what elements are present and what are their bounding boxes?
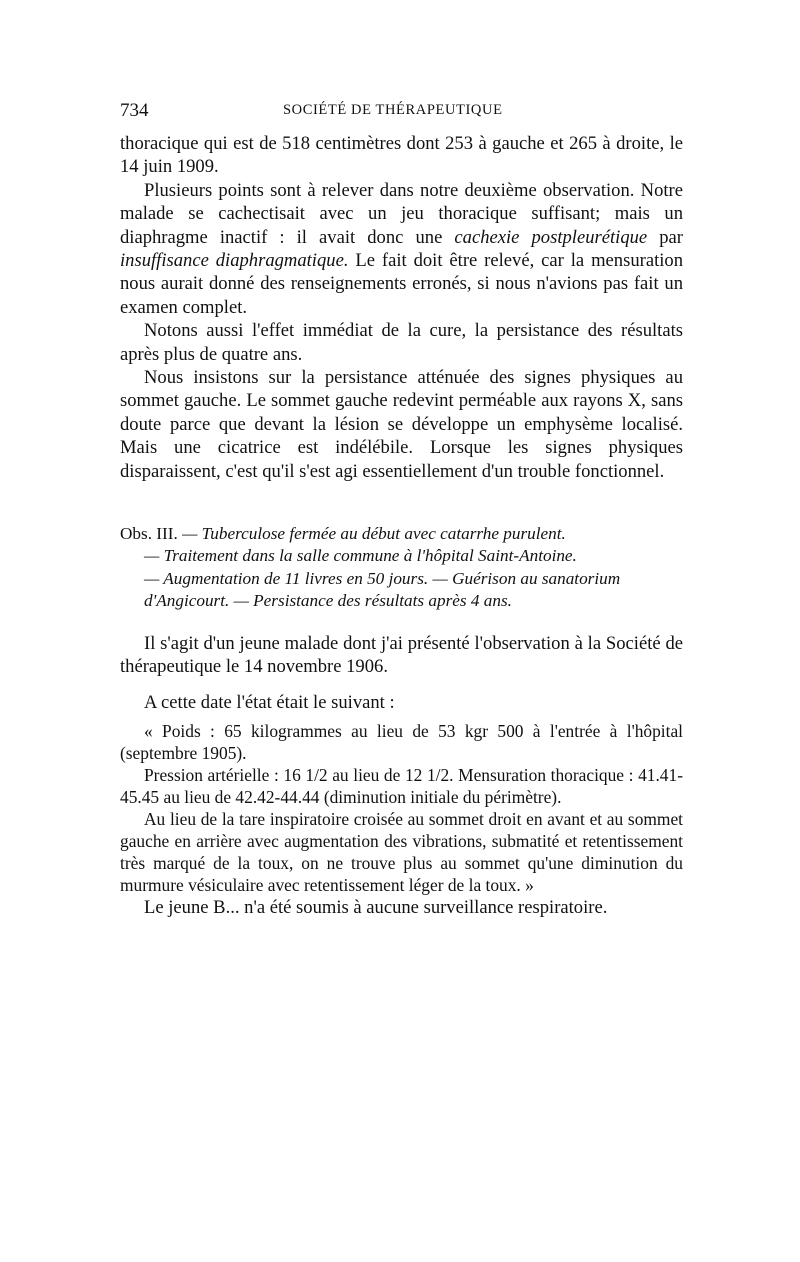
running-title: SOCIÉTÉ DE THÉRAPEUTIQUE <box>283 102 503 118</box>
paragraph-text: par <box>647 226 684 248</box>
observation-line: — Augmentation de 11 livres en 50 jours. — Guérison au sanatorium d'Angicourt. — Persistance des résultats après 4 ans. <box>144 568 621 610</box>
quote-findings: Au lieu de la tare inspiratoire croisée au sommet droit en avant et au sommet gauche en arrière avec augmentation des vibrations, submatité et retentissement très marqué de la toux, on ne trouve plus au sommet qu'une diminution du murmure vésiculaire avec retentissement léger de la toux. » <box>120 809 683 896</box>
paragraph-immediate-effect: Notons aussi l'effet immédiat de la cure, la persistance des résultats après plus de quatre ans. <box>120 320 683 365</box>
paragraph-physical-signs: Nous insistons sur la persistance atténuée des signes physiques au sommet gauche. Le sommet gauche redevint perméable aux rayons X, sans doute parce que devant la lésion se développe un emphysème localisé. Mais une cicatrice est indélébile. Lorsque les signes physiques disparaissent, c'est qu'il s'est agi essentiellement d'un trouble fonctionnel. <box>120 367 683 482</box>
paragraph-text: Plusieurs points sont à relever dans notre deuxième observation. Notre malade se cachectisait avec un jeu thoracique suffisant; mais un diaphragme inactif : il avait donc une <box>120 179 683 248</box>
paragraph-introduction: Il s'agit d'un jeune malade dont j'ai présenté l'observation à la Société de thérapeutique le 14 novembre 1906. <box>120 632 683 678</box>
observation-line <box>120 523 683 545</box>
paragraph-second-observation-remarks <box>120 179 683 319</box>
paragraph-conclusion: Le jeune B... n'a été soumis à aucune surveillance respiratoire. <box>144 897 608 919</box>
page-number: 734 <box>120 100 149 121</box>
quote-weight: « Poids : 65 kilogrammes au lieu de 53 kgr 500 à l'entrée à l'hôpital (septembre 1905). <box>120 721 683 764</box>
paragraph-continuation: thoracique qui est de 518 centimètres dont 253 à gauche et 265 à droite, le 14 juin 1909. <box>120 133 683 178</box>
paragraph-text: Le fait doit être relevé, car la mensuration nous aurait donné des renseignements erronés, si nous n'avions pas fait un examen complet. <box>120 250 683 318</box>
italic-term: cachexie postpleurétique <box>454 226 648 248</box>
italic-term: insuffisance diaphragmatique. <box>120 250 349 272</box>
observation-title: — Tuberculose fermée au début avec catarrhe purulent. <box>177 524 566 544</box>
observation-heading <box>120 523 683 612</box>
paragraph-state: A cette date l'état était le suivant : <box>144 691 395 713</box>
observation-label: Obs. III. <box>120 524 178 544</box>
running-header <box>120 100 683 124</box>
quote-pressure: Pression artérielle : 16 1/2 au lieu de 12 1/2. Mensuration thoracique : 41.41-45.45 au lieu de 42.42-44.44 (diminution initiale du périmètre). <box>120 765 683 808</box>
document-page <box>120 100 683 920</box>
observation-line: — Traitement dans la salle commune à l'hôpital Saint-Antoine. <box>144 546 577 566</box>
